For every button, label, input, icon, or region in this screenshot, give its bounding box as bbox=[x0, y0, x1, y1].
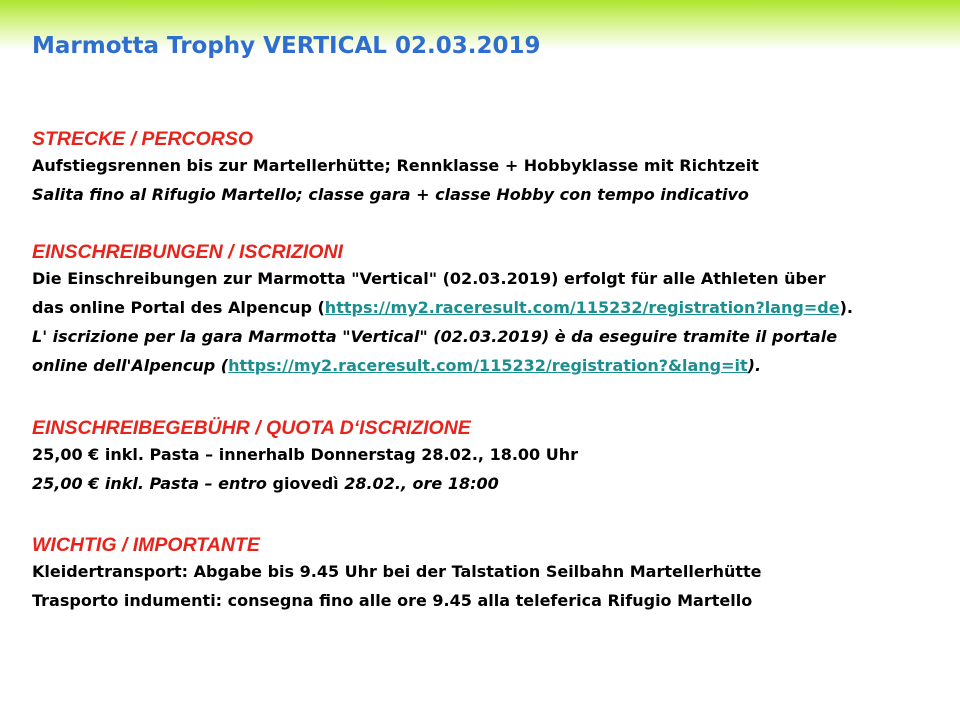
einschreibungen-heading: EINSCHREIBUNGEN / ISCRIZIONI bbox=[32, 241, 343, 263]
einschreibungen-de-line2 bbox=[32, 293, 853, 322]
slide-title: Marmotta Trophy VERTICAL 02.03.2019 bbox=[32, 33, 541, 59]
einschreibungen-de-prefix: das online Portal des Alpencup ( bbox=[32, 298, 325, 317]
section-gebuehr bbox=[32, 417, 578, 498]
einschreibungen-it-prefix: online dell'Alpencup ( bbox=[32, 356, 229, 375]
strecke-it: Salita fino al Rifugio Martello; classe gara + classe Hobby con tempo indicativo bbox=[32, 185, 749, 204]
registration-link-de[interactable]: https://my2.raceresult.com/115232/registration?lang=de bbox=[324, 298, 840, 317]
wichtig-de: Kleidertransport: Abgabe bis 9.45 Uhr bei der Talstation Seilbahn Martellerhütte bbox=[32, 562, 762, 581]
strecke-heading: STRECKE / PERCORSO bbox=[32, 128, 254, 150]
gebuehr-it-prefix: 25,00 € inkl. Pasta – entro bbox=[32, 474, 273, 493]
einschreibungen-de-line1: Die Einschreibungen zur Marmotta "Vertical" (02.03.2019) erfolgt für alle Athleten über bbox=[32, 269, 826, 288]
strecke-de: Aufstiegsrennen bis zur Martellerhütte; Rennklasse + Hobbyklasse mit Richtzeit bbox=[32, 156, 759, 175]
gebuehr-it-suffix: 28.02., ore 18:00 bbox=[338, 474, 499, 493]
registration-link-it[interactable]: https://my2.raceresult.com/115232/registration?&lang=it bbox=[228, 356, 748, 375]
gebuehr-it-weekday: giovedì bbox=[272, 474, 339, 493]
gebuehr-it bbox=[32, 469, 578, 498]
wichtig-heading: WICHTIG / IMPORTANTE bbox=[32, 534, 260, 556]
gebuehr-de: 25,00 € inkl. Pasta – innerhalb Donnerstag 28.02., 18.00 Uhr bbox=[32, 445, 579, 464]
einschreibungen-it-suffix: ). bbox=[747, 356, 762, 375]
wichtig-it: Trasporto indumenti: consegna fino alle ore 9.45 alla teleferica Rifugio Martello bbox=[32, 591, 753, 610]
section-wichtig bbox=[32, 534, 762, 615]
einschreibungen-it-line1: L' iscrizione per la gara Marmotta "Vertical" (02.03.2019) è da eseguire tramite il portale bbox=[32, 327, 838, 346]
section-einschreibungen bbox=[32, 241, 853, 380]
einschreibungen-de-suffix: ). bbox=[839, 298, 853, 317]
gebuehr-heading: EINSCHREIBEGEBÜHR / QUOTA D‘ISCRIZIONE bbox=[32, 417, 471, 439]
einschreibungen-it-line2 bbox=[32, 351, 853, 380]
section-strecke bbox=[32, 128, 759, 209]
